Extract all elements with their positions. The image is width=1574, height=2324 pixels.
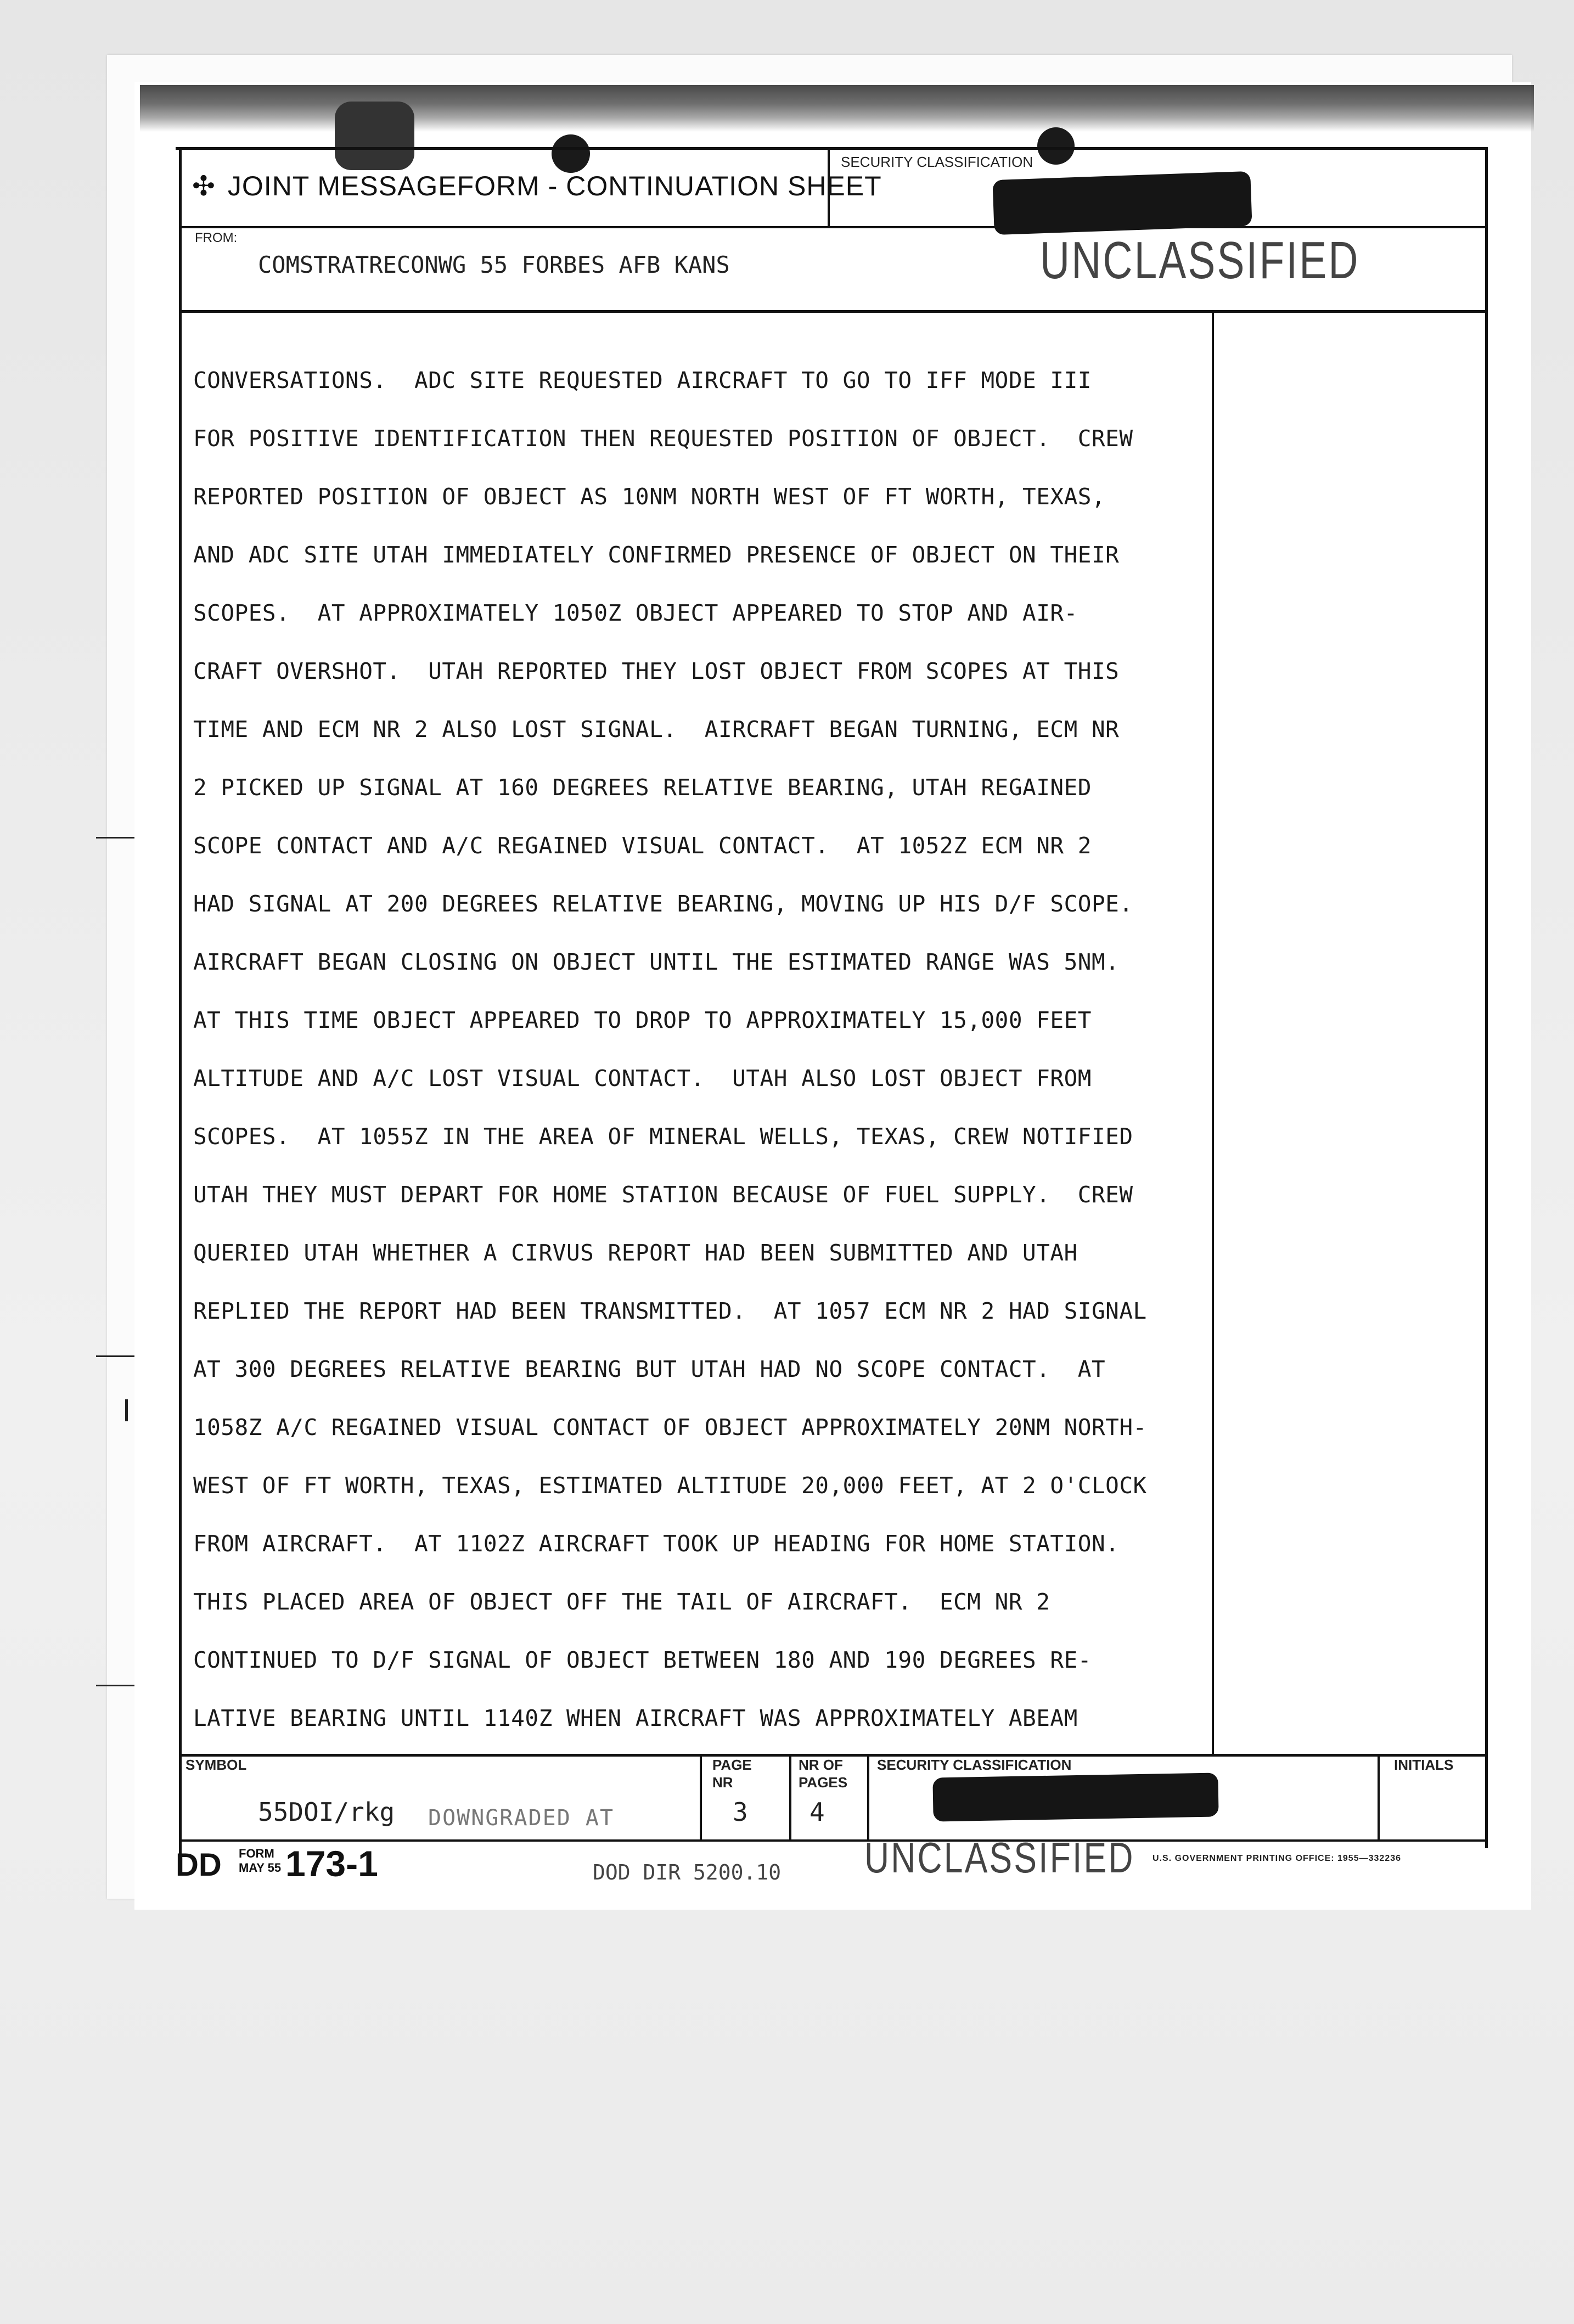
dd-label: DD: [176, 1847, 222, 1883]
body-line: AND ADC SITE UTAH IMMEDIATELY CONFIRMED PRESENCE OF OBJECT ON THEIR: [193, 542, 1120, 568]
body-line: ALTITUDE AND A/C LOST VISUAL CONTACT. UTAH ALSO LOST OBJECT FROM: [193, 1065, 1092, 1091]
margin-tick-4: [125, 1399, 128, 1421]
body-line: QUERIED UTAH WHETHER A CIRVUS REPORT HAD BEEN SUBMITTED AND UTAH: [193, 1240, 1078, 1266]
initials-label: INITIALS: [1394, 1757, 1454, 1773]
body-line: 2 PICKED UP SIGNAL AT 160 DEGREES RELATIVE BEARING, UTAH REGAINED: [193, 774, 1092, 801]
body-line: AIRCRAFT BEGAN CLOSING ON OBJECT UNTIL THE ESTIMATED RANGE WAS 5NM.: [193, 949, 1120, 975]
classification-stamp: UNCLASSIFIED: [1040, 231, 1360, 290]
margin-tick-2: [96, 1355, 134, 1357]
body-line: FROM AIRCRAFT. AT 1102Z AIRCRAFT TOOK UP HEADING FOR HOME STATION.: [193, 1530, 1120, 1557]
body-line: 1058Z A/C REGAINED VISUAL CONTACT OF OBJECT APPROXIMATELY 20NM NORTH-: [193, 1414, 1147, 1440]
punch-hole-left: [335, 102, 414, 170]
footer-divider-1: [700, 1755, 702, 1840]
form-title-text: JOINT MESSAGEFORM - CONTINUATION SHEET: [227, 171, 882, 201]
punch-hole-center: [552, 134, 590, 173]
body-line: SCOPE CONTACT AND A/C REGAINED VISUAL CONTACT. AT 1052Z ECM NR 2: [193, 832, 1092, 859]
downgraded-stamp: DOWNGRADED AT: [428, 1805, 615, 1831]
form-right-border: [1485, 147, 1488, 1848]
margin-tick-1: [96, 837, 134, 839]
footer-bottom-rule: [179, 1839, 1488, 1842]
classification-stamp-bottom: UNCLASSIFIED: [864, 1833, 1135, 1882]
body-line: FOR POSITIVE IDENTIFICATION THEN REQUESTED POSITION OF OBJECT. CREW: [193, 425, 1133, 452]
from-value: COMSTRATRECONWG 55 FORBES AFB KANS: [258, 251, 730, 278]
form-title: [192, 170, 882, 202]
body-line: REPLIED THE REPORT HAD BEEN TRANSMITTED. AT 1057 ECM NR 2 HAD SIGNAL: [193, 1298, 1147, 1324]
body-line: WEST OF FT WORTH, TEXAS, ESTIMATED ALTITUDE 20,000 FEET, AT 2 O'CLOCK: [193, 1472, 1147, 1499]
footer-security-label: SECURITY CLASSIFICATION: [877, 1757, 1072, 1773]
margin-tick-3: [96, 1685, 134, 1686]
header-top-rule: [176, 147, 1487, 150]
body-line: SCOPES. AT APPROXIMATELY 1050Z OBJECT APPEARED TO STOP AND AIR-: [193, 600, 1078, 626]
from-label: FROM:: [195, 230, 238, 245]
body-line: AT 300 DEGREES RELATIVE BEARING BUT UTAH HAD NO SCOPE CONTACT. AT: [193, 1356, 1106, 1382]
body-line: CRAFT OVERSHOT. UTAH REPORTED THEY LOST OBJECT FROM SCOPES AT THIS: [193, 658, 1120, 684]
symbol-label: SYMBOL: [185, 1757, 247, 1773]
body-line: AT THIS TIME OBJECT APPEARED TO DROP TO APPROXIMATELY 15,000 FEET: [193, 1007, 1092, 1033]
form-left-border: [179, 147, 182, 1859]
body-line: TIME AND ECM NR 2 ALSO LOST SIGNAL. AIRCRAFT BEGAN TURNING, ECM NR: [193, 716, 1120, 742]
body-line: LATIVE BEARING UNTIL 1140Z WHEN AIRCRAFT WAS APPROXIMATELY ABEAM: [193, 1705, 1078, 1731]
header-bottom-rule: [181, 226, 1487, 228]
body-line: CONVERSATIONS. ADC SITE REQUESTED AIRCRAFT TO GO TO IFF MODE III: [193, 367, 1092, 393]
footer-divider-4: [1378, 1755, 1380, 1840]
body-line: UTAH THEY MUST DEPART FOR HOME STATION BECAUSE OF FUEL SUPPLY. CREW: [193, 1181, 1133, 1208]
redaction-mark-footer: [932, 1772, 1218, 1821]
footer-divider-2: [789, 1755, 791, 1840]
nr-pages-label: NR OF PAGES: [799, 1757, 848, 1791]
body-line: SCOPES. AT 1055Z IN THE AREA OF MINERAL WELLS, TEXAS, CREW NOTIFIED: [193, 1123, 1133, 1150]
body-line: HAD SIGNAL AT 200 DEGREES RELATIVE BEARING, MOVING UP HIS D/F SCOPE.: [193, 891, 1133, 917]
body-line: CONTINUED TO D/F SIGNAL OF OBJECT BETWEEN 180 AND 190 DEGREES RE-: [193, 1647, 1092, 1673]
symbol-value: 55DOI/rkg: [258, 1797, 395, 1827]
header-security-label: SECURITY CLASSIFICATION: [841, 154, 1033, 170]
title-bullet: ✣: [192, 171, 216, 201]
page-nr-value: 3: [733, 1797, 748, 1827]
footer-divider-3: [867, 1755, 869, 1840]
message-body: [193, 362, 1219, 1758]
page-nr-label: PAGE NR: [712, 1757, 752, 1791]
redaction-mark-header: [992, 171, 1252, 235]
gpo-imprint: U.S. GOVERNMENT PRINTING OFFICE: 1955—332236: [1153, 1854, 1401, 1863]
form-label: FORM MAY 55: [239, 1847, 282, 1875]
body-line: THIS PLACED AREA OF OBJECT OFF THE TAIL OF AIRCRAFT. ECM NR 2: [193, 1589, 1050, 1615]
punch-hole-right: [1037, 127, 1075, 165]
declassification-stamp: DOD DIR 5200.10: [593, 1860, 782, 1884]
body-line: REPORTED POSITION OF OBJECT AS 10NM NORTH WEST OF FT WORTH, TEXAS,: [193, 483, 1106, 510]
from-bottom-rule: [181, 310, 1487, 313]
nr-pages-value: 4: [810, 1797, 825, 1827]
form-number: 173-1: [285, 1843, 378, 1884]
